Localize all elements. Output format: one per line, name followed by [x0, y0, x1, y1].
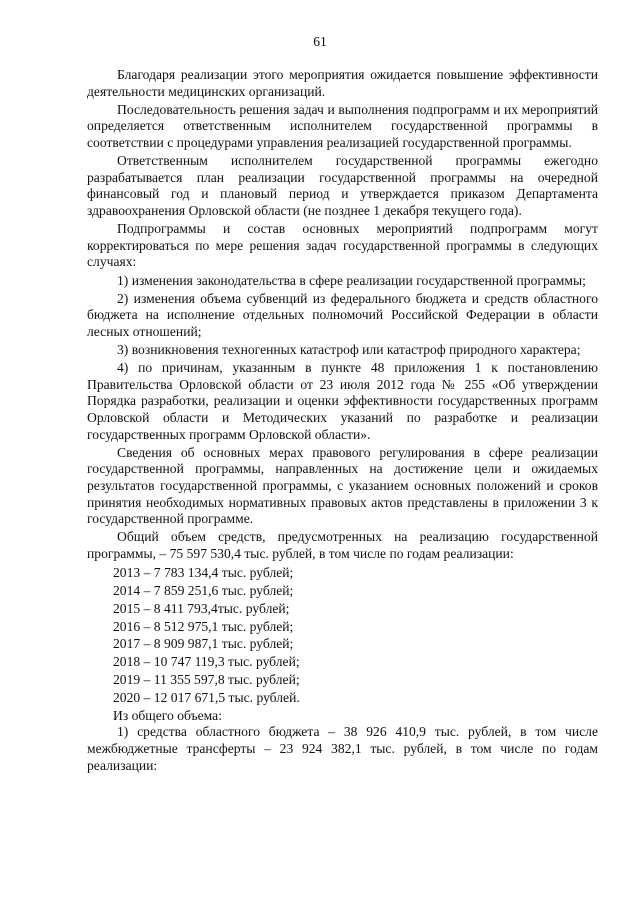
year-funding-item: 2018 – 10 747 119,3 тыс. рублей;	[113, 654, 300, 670]
year-funding-item: 2020 – 12 017 671,5 тыс. рублей.	[113, 689, 300, 705]
from-total-heading: Из общего объема:	[113, 707, 222, 723]
year-funding-item: 2015 – 8 411 793,4тыс. рублей;	[113, 600, 290, 616]
paragraph-sequence: Последовательность решения задач и выполнения подпрограмм и их мероприятий определяется ответственным исполнителем государственной программы в соответствии с процедурами управления реализацией государственной программы.	[87, 101, 598, 150]
year-funding-item: 2016 – 8 512 975,1 тыс. рублей;	[113, 618, 294, 634]
paragraph-adjustment: Подпрограммы и состав основных мероприятий подпрограмм могут корректироваться по мере решения задач государственной программы в следующих случаях:	[87, 221, 598, 270]
paragraph-total-funding: Общий объем средств, предусмотренных на реализацию государственной программы, – 75 597 530,4 тыс. рублей, в том числе по годам реализации:	[87, 529, 598, 561]
case-item: 2) изменения объема субвенций из федерального бюджета и средств областного бюджета на исполнение отдельных полномочий Российской Федерации в области лесных отношений;	[87, 290, 598, 339]
document-body	[87, 67, 598, 776]
case-item: 4) по причинам, указанным в пункте 48 приложения 1 к постановлению Правительства Орловской области от 23 июля 2012 года № 255 «Об утверждении Порядка разработки, реализации и оценки эффективности государственных программ Орловской области и Методических указаний по разработке и реализации государственных программ Орловской области».	[87, 360, 598, 442]
case-item: 3) возникновения техногенных катастроф или катастроф природного характера;	[117, 342, 581, 358]
year-funding-item: 2017 – 8 909 987,1 тыс. рублей;	[113, 636, 294, 652]
year-funding-item: 2014 – 7 859 251,6 тыс. рублей;	[113, 582, 294, 598]
funding-by-year-list	[87, 564, 598, 706]
paragraph-annual-plan: Ответственным исполнителем государственной программы ежегодно разрабатывается план реализации государственной программы на очередной финансовый год и плановый период и утверждается приказом Департамента здравоохранения Орловской области (не позднее 1 декабря текущего года).	[87, 153, 598, 218]
page-number: 61	[313, 34, 327, 49]
year-funding-item: 2019 – 11 355 597,8 тыс. рублей;	[113, 671, 300, 687]
paragraph-legal-regulation: Сведения об основных мерах правового регулирования в сфере реализации государственной программы, направленных на достижение цели и ожидаемых результатов государственной программы, с указанием основных положений и сроков принятия необходимых нормативных правовых актов представлены в приложении 3 к государственной программе.	[87, 444, 598, 527]
case-item: 1) изменения законодательства в сфере реализации государственной программы;	[117, 272, 586, 288]
paragraph-efficiency: Благодаря реализации этого мероприятия ожидается повышение эффективности деятельности медицинских организаций.	[87, 67, 598, 99]
year-funding-item: 2013 – 7 783 134,4 тыс. рублей;	[113, 565, 294, 581]
paragraph-regional-budget: 1) средства областного бюджета – 38 926 410,9 тыс. рублей, в том числе межбюджетные трансферты – 23 924 382,1 тыс. рублей, в том числе по годам реализации:	[87, 724, 598, 773]
